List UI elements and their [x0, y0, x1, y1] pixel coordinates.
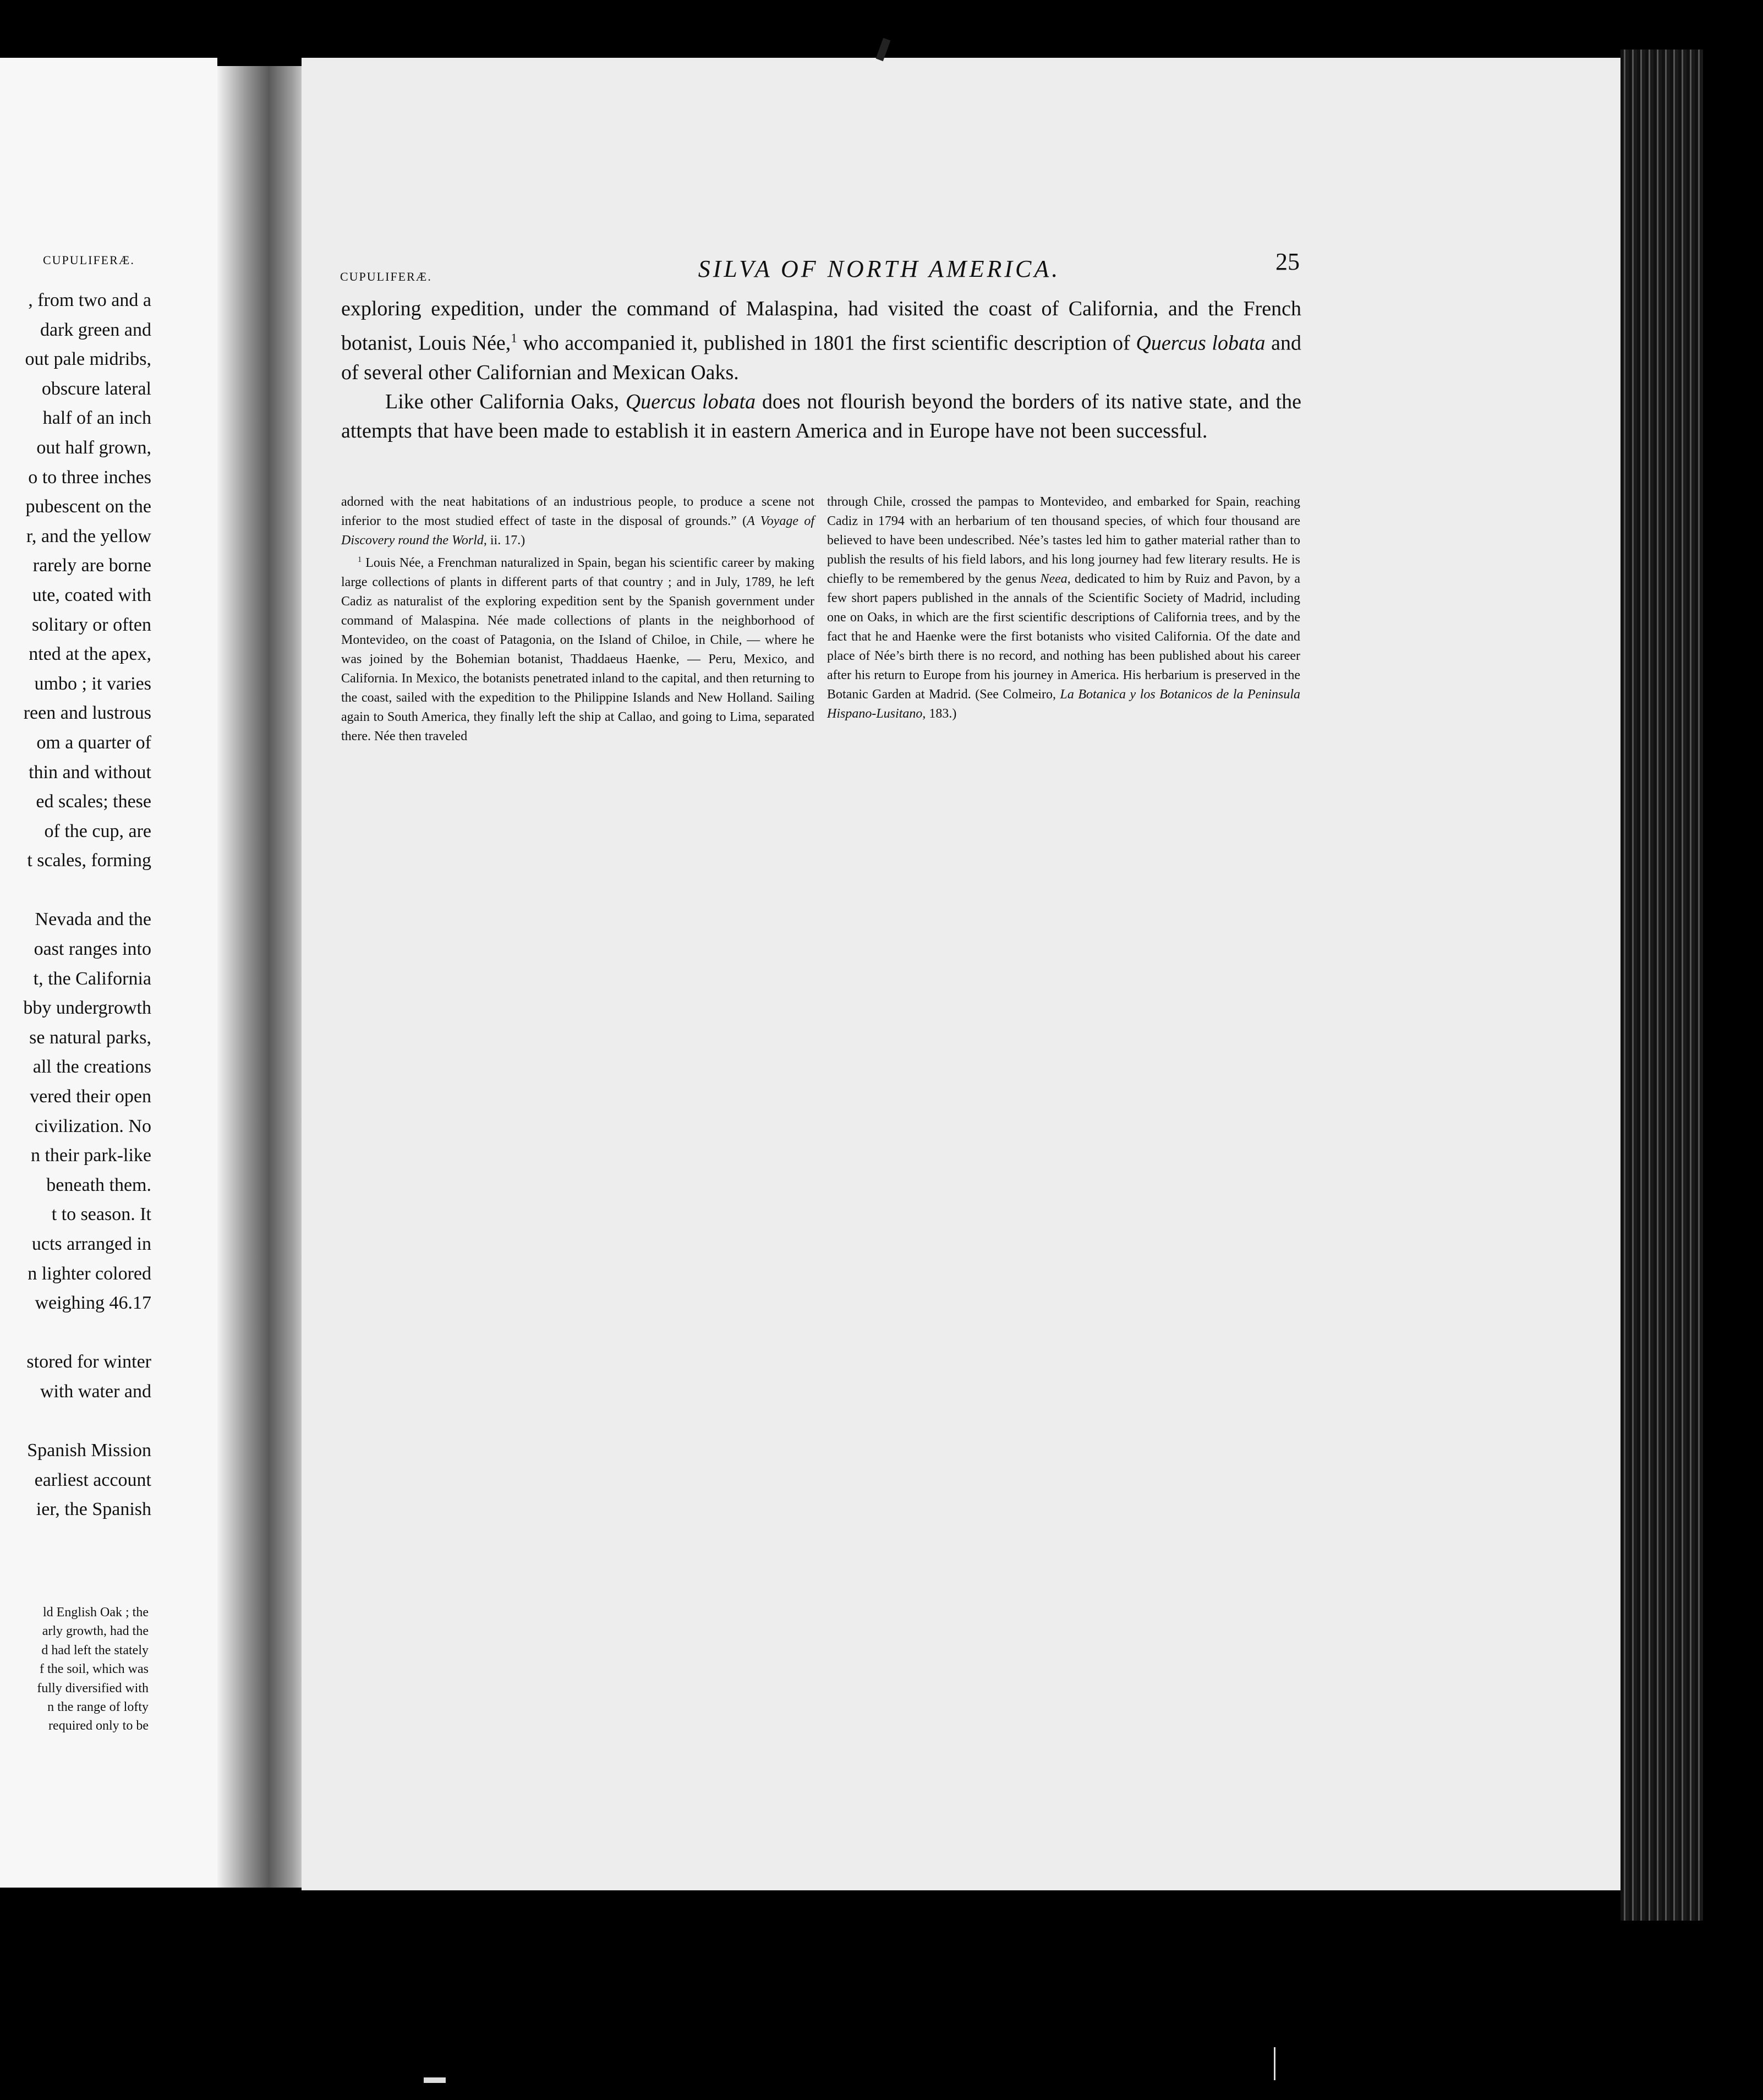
left-page-line: rarely are borne	[32, 555, 151, 576]
left-page-footnote-line: arly growth, had the	[42, 1624, 149, 1639]
scan-mark	[1274, 2047, 1275, 2080]
footnote-continuation	[341, 493, 814, 550]
left-page-line: , from two and a	[28, 290, 151, 310]
left-page-line: Spanish Mission	[27, 1440, 151, 1461]
left-page	[0, 58, 217, 1888]
running-head-left: CUPULIFERÆ.	[340, 270, 432, 283]
text-run: who accompanied it, published in 1801 the first scientific description of	[517, 331, 1136, 355]
left-page-line: r, and the yellow	[26, 526, 151, 546]
book-spine-shadow	[217, 66, 311, 1888]
text-run: does not flourish beyond the borders of its native state, and the attempts that have been made to establish it in eastern America and in Europe have not been successful.	[341, 390, 1301, 442]
left-page-footnote-line: ld English Oak ; the	[43, 1605, 149, 1620]
left-page-line: t, the California	[33, 968, 151, 989]
left-page-line: oast ranges into	[34, 939, 151, 960]
left-page-line: ute, coated with	[32, 584, 151, 605]
scan-mark	[424, 2077, 446, 2083]
paragraph-2	[341, 387, 1301, 446]
text-run: , 183.)	[922, 707, 957, 721]
text-run: , ii. 17.)	[483, 533, 525, 548]
left-page-line: pubescent on the	[25, 496, 151, 517]
page-number: 25	[1275, 248, 1300, 275]
left-page-line: o to three inches	[28, 467, 151, 488]
text-run: adorned with the neat habitations of an industrious people, to produce a scene not inferior to the most studied effect of taste in the disposal of grounds.” (	[341, 495, 814, 528]
left-page-line: bby undergrowth	[23, 998, 151, 1019]
left-page-line: vered their open	[30, 1086, 151, 1107]
left-page-line: nted at the apex,	[29, 644, 151, 665]
footnote-1-continued	[827, 493, 1300, 724]
left-page-line: obscure lateral	[41, 378, 151, 399]
paragraph-1	[341, 294, 1301, 387]
left-page-line: reen and lustrous	[23, 703, 151, 724]
left-page-footnote-line: n the range of lofty	[47, 1700, 149, 1715]
text-run: through Chile, crossed the pampas to Montevideo, and embarked for Spain, reaching Cadiz in 1794 with an herbarium of ten thousand species, of which four thousand are believed to have been undescribed. Née’s tastes led him to gather material rather than to publish the results of his field labors, and his long journey had few literary results. He is chiefly to be remembered by the genus	[827, 495, 1300, 586]
left-page-line: dark green and	[40, 319, 151, 340]
left-page-line: n their park-like	[30, 1145, 151, 1166]
left-page-line: ucts arranged in	[31, 1234, 151, 1254]
left-page-footnote-line: d had left the stately	[41, 1643, 149, 1658]
right-page	[302, 58, 1623, 1890]
left-page-line: weighing 46.17	[35, 1293, 151, 1314]
left-page-line: thin and without	[29, 762, 151, 783]
footnote-1	[341, 550, 814, 746]
left-page-footnote-line: required only to be	[48, 1719, 149, 1733]
left-page-body	[0, 286, 151, 1524]
footnote-column-right	[827, 493, 1300, 724]
page-edges	[1620, 50, 1703, 1921]
text-run: Louis Née, a Frenchman naturalized in Spain, began his scientific career by making large collections of plants in different parts of that country ; and in July, 1789, he left Cadiz as naturalist of the exploring expedition sent by the Spanish government under command of Malaspina. Née made collections of plants in the neighborhood of Montevideo, on the coast of Patagonia, on the Island of Chiloe, in Chile, — where he was joined by the Bohemian botanist, Thaddaeus Haenke, — Peru, Mexico, and California. In Mexico, the botanists penetrated inland to the capital, and then returning to the coast, sailed with the expedition to the Philippine Islands and New Holland. Sailing again to South America, they finally left the ship at Callao, and going to Lima, separated there. Née then traveled	[341, 556, 814, 743]
left-page-line: of the cup, are	[44, 821, 151, 841]
left-page-line	[0, 1407, 151, 1436]
text-run: Like other California Oaks,	[385, 390, 626, 413]
left-page-line: civilization. No	[35, 1115, 151, 1136]
left-page-line: t to season. It	[51, 1204, 151, 1225]
left-page-line: n lighter colored	[28, 1263, 151, 1284]
left-page-line: se natural parks,	[29, 1027, 151, 1048]
footnote-number: 1	[358, 555, 362, 564]
left-running-head: CUPULIFERÆ.	[43, 253, 135, 267]
left-page-line: half of an inch	[42, 408, 151, 429]
genus-name: Neea	[1040, 572, 1067, 586]
species-name: Quercus lobata	[1136, 331, 1266, 355]
citation-title: A Voyage of Discovery round the World	[341, 514, 814, 548]
main-text	[341, 294, 1301, 446]
left-page-line: t scales, forming	[27, 850, 151, 871]
left-page-line: all the creations	[32, 1057, 151, 1078]
left-page-line: beneath them.	[46, 1174, 151, 1195]
left-page-line: out pale midribs,	[25, 349, 151, 370]
left-page-line: ed scales; these	[36, 791, 151, 812]
left-page-line: Nevada and the	[35, 909, 151, 930]
left-page-line	[0, 1318, 151, 1348]
left-page-footnote-line: f the soil, which was	[40, 1662, 149, 1677]
left-page-line	[0, 876, 151, 905]
species-name: Quercus lobata	[625, 390, 756, 413]
left-page-line: ier, the Spanish	[36, 1499, 151, 1520]
text-run: and of several other Californian and Mexican Oaks.	[341, 331, 1301, 384]
left-page-line: with water and	[40, 1381, 151, 1402]
page-title: SILVA OF NORTH AMERICA.	[698, 255, 1061, 282]
footnote-ref: 1	[511, 331, 517, 345]
citation-title: La Botanica y los Botanicos de la Peninsula Hispano-Lusitano	[827, 687, 1300, 721]
left-page-line: solitary or often	[31, 614, 151, 635]
left-page-footnote-line: fully diversified with	[37, 1681, 149, 1696]
left-page-line: earliest account	[34, 1469, 151, 1490]
text-run: , dedicated to him by Ruiz and Pavon, by a few short papers published in the annals of the Scientific Society of Madrid, including one on Oaks, in which are the first scientific descriptions of California trees, and by the fact that he and Haenke were the first botanists who visited California. Of the date and place of Née’s birth there is no record, and nothing has been published about his career after his return to Europe from his journey in America. His herbarium is preserved in the Botanic Garden at Madrid. (See Colmeiro,	[827, 572, 1300, 702]
left-page-line: out half grown,	[36, 437, 151, 458]
left-page-line: umbo ; it varies	[34, 673, 151, 694]
text-run: exploring expedition, under the command of Malaspina, had visited the coast of California, and the French botanist, Louis Née,	[341, 297, 1301, 355]
footnote-column-left	[341, 493, 814, 746]
left-page-line: stored for winter	[26, 1352, 151, 1372]
left-page-line: om a quarter of	[36, 732, 151, 753]
left-page-footnotes	[0, 1603, 149, 1736]
